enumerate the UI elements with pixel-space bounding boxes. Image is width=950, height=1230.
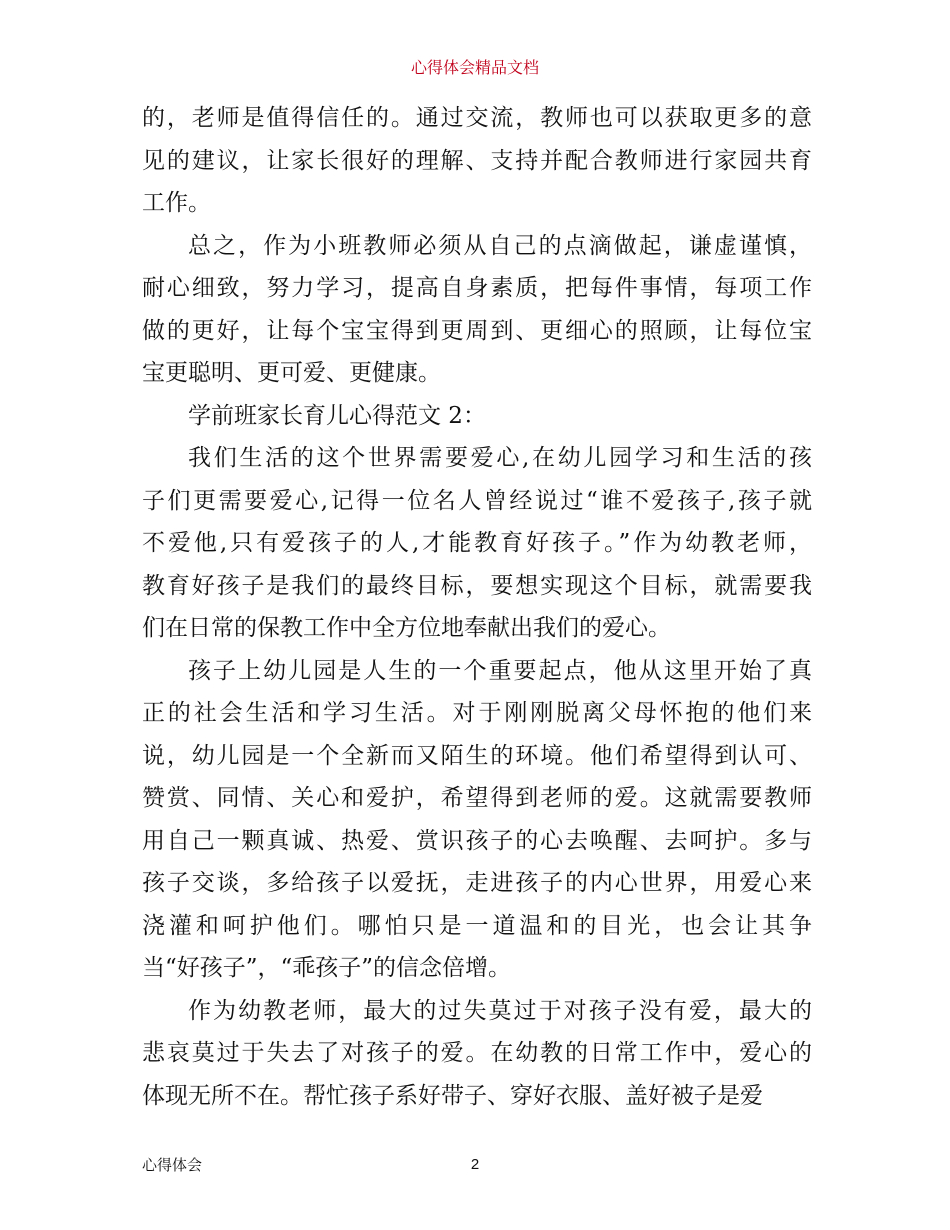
text-line: 耐心细致，努力学习，提高自身素质，把每件事情，每项工作 — [142, 275, 812, 301]
text-line: 的，老师是值得信任的。通过交流，教师也可以获取更多的意 — [142, 105, 812, 131]
text-line: 孩子上幼儿园是人生的一个重要起点，他从这里开始了真 — [188, 657, 812, 684]
text-line: 我们生活的这个世界需要爱心,在幼儿园学习和生活的孩 — [188, 445, 812, 471]
text-line: 做的更好，让每个宝宝得到更周到、更细心的照顾，让每位宝 — [142, 317, 812, 344]
text-line: 见的建议，让家长很好的理解、支持并配合教师进行家园共育 — [142, 147, 812, 174]
text-line: 教育好孩子是我们的最终目标，要想实现这个目标，就需要我 — [142, 572, 812, 599]
text-line: 子们更需要爱心,记得一位名人曾经说过“谁不爱孩子,孩子就 — [142, 487, 812, 514]
paragraph — [142, 990, 812, 1118]
text-line: 宝更聪明、更可爱、更健康。 — [142, 360, 441, 386]
text-line: 浇灌和呵护他们。哪怕只是一道温和的目光，也会让其争 — [142, 912, 812, 939]
text-line: 总之，作为小班教师必须从自己的点滴做起，谦虚谨慎， — [188, 232, 812, 259]
text-line: 不爱他,只有爱孩子的人,才能教育好孩子。”作为幼教老师， — [142, 530, 812, 556]
footer-label: 心得体会 — [142, 1156, 203, 1174]
paragraph — [142, 650, 812, 990]
page-number: 2 — [470, 1156, 480, 1173]
text-line: 们在日常的保教工作中全方位地奉献出我们的爱心。 — [142, 615, 671, 641]
text-line: 当“好孩子”，“乖孩子”的信念倍增。 — [142, 955, 512, 981]
paragraph — [142, 225, 812, 395]
page-header: 心得体会精品文档 — [410, 58, 539, 77]
paragraph — [142, 97, 812, 225]
text-line: 用自己一颗真诚、热爱、赏识孩子的心去唤醒、去呵护。多与 — [142, 827, 812, 854]
paragraph — [142, 437, 812, 650]
text-line: 赞赏、同情、关心和爱护，希望得到老师的爱。这就需要教师 — [142, 785, 812, 811]
paragraph — [142, 395, 812, 438]
text-line: 工作。 — [142, 190, 211, 216]
text-line: 学前班家长育儿心得范文 2： — [188, 402, 486, 429]
text-line: 作为幼教老师，最大的过失莫过于对孩子没有爱，最大的 — [188, 997, 812, 1024]
text-line: 正的社会生活和学习生活。对于刚刚脱离父母怀抱的他们来 — [142, 700, 812, 726]
text-line: 孩子交谈，多给孩子以爱抚，走进孩子的内心世界，用爱心来 — [142, 870, 812, 896]
text-line: 说，幼儿园是一个全新而又陌生的环境。他们希望得到认可、 — [142, 742, 812, 769]
text-line: 体现无所不在。帮忙孩子系好带子、穿好衣服、盖好被子是爱 — [142, 1082, 763, 1109]
document-body — [142, 97, 812, 1117]
text-line: 悲哀莫过于失去了对孩子的爱。在幼教的日常工作中，爱心的 — [142, 1040, 812, 1066]
